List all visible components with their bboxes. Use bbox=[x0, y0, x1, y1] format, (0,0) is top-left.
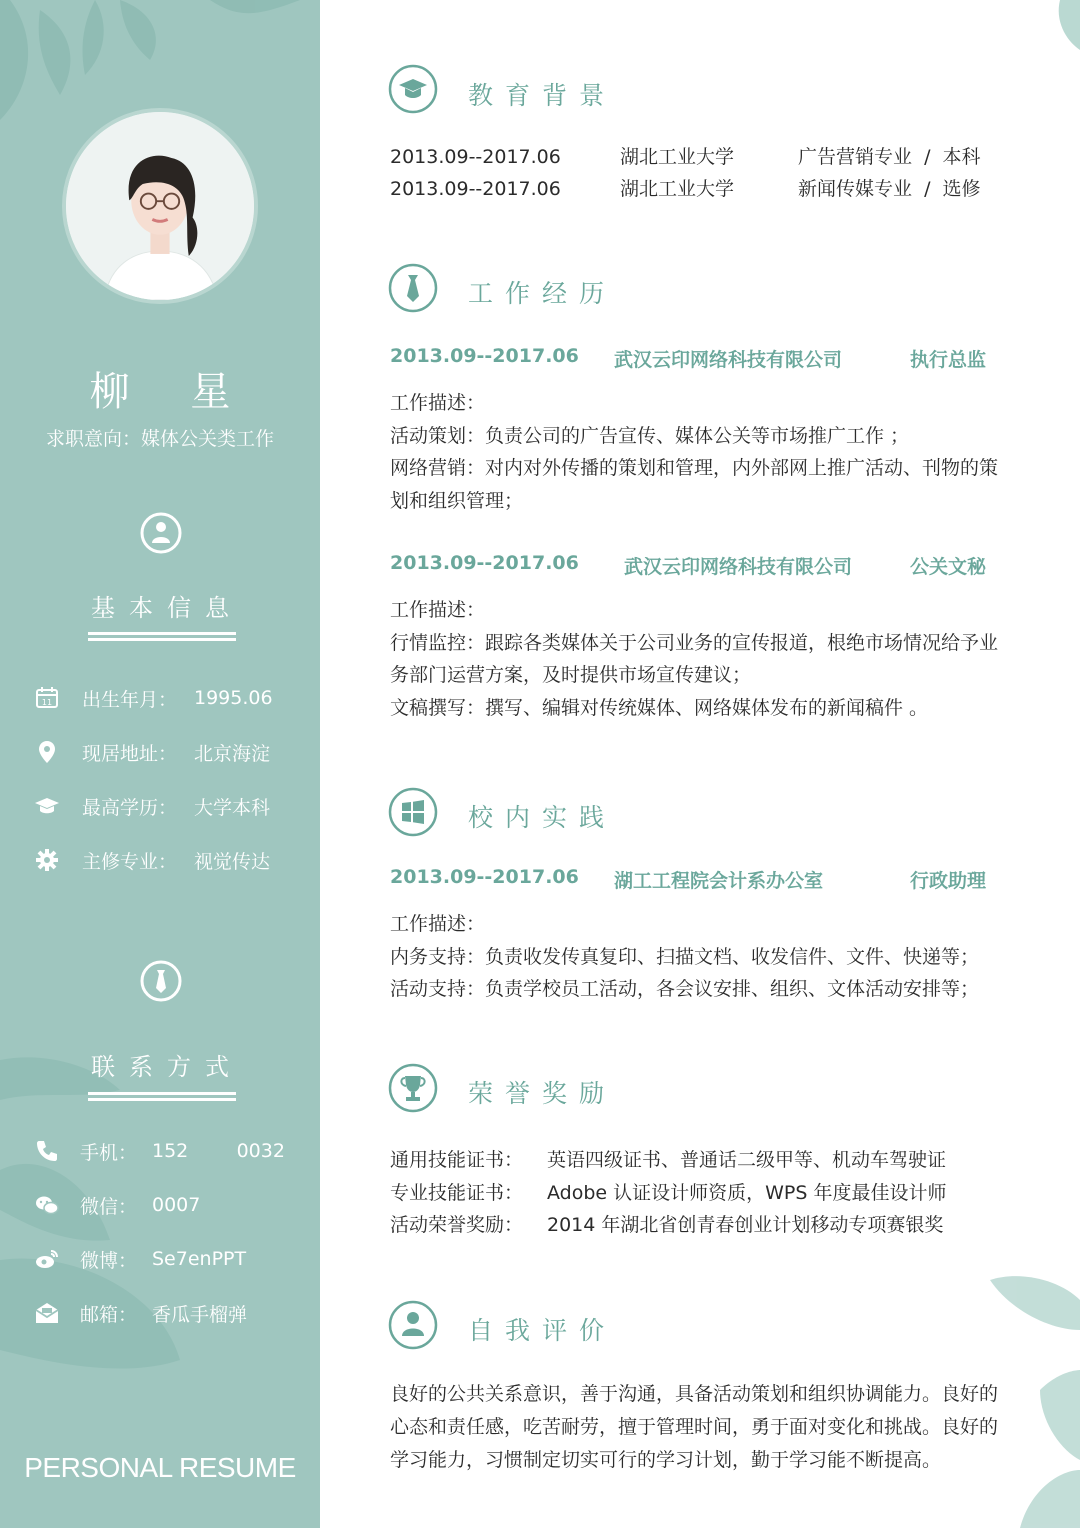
avatar bbox=[62, 108, 258, 304]
info-value: 大学本科 bbox=[194, 796, 271, 819]
user-icon bbox=[140, 512, 182, 554]
contact-row-mail bbox=[34, 1298, 314, 1328]
job-desc-label: 工作描述： bbox=[390, 599, 486, 621]
leaf-decoration-icon bbox=[1040, 0, 1080, 60]
job-role: 执行总监 bbox=[910, 349, 987, 371]
honor-label: 专业技能证书： bbox=[390, 1182, 524, 1204]
honor-label: 活动荣誉奖励： bbox=[390, 1214, 524, 1236]
contact-value: Se7enPPT bbox=[152, 1248, 247, 1270]
info-label: 出生年月： bbox=[82, 688, 178, 711]
job-desc-label: 工作描述： bbox=[390, 392, 486, 414]
job-desc-line: 活动策划：负责公司的广告宣传、媒体公关等市场推广工作 ； bbox=[390, 425, 910, 447]
contact-row-phone bbox=[34, 1136, 314, 1166]
section-title-education: 教育背景 bbox=[468, 81, 617, 110]
job-desc-line: 活动支持：负责学校员工活动，各会议安排、组织、文体活动安排等； bbox=[390, 978, 980, 1000]
sidebar bbox=[0, 0, 320, 1528]
honor-value: Adobe 认证设计师资质，WPS 年度最佳设计师 bbox=[547, 1182, 947, 1204]
basic-info-title: 基本信息 bbox=[91, 594, 243, 622]
section-title-work: 工作经历 bbox=[468, 279, 617, 308]
contact-label: 微信： bbox=[80, 1195, 138, 1218]
contact-value: 香瓜手榴弹 bbox=[152, 1303, 248, 1326]
self-eval-line: 心态和责任感，吃苦耐劳，擅于管理时间，勇于面对变化和挑战。良好的 bbox=[390, 1416, 999, 1438]
edu-major: 广告营销专业 / 本科 bbox=[798, 146, 981, 168]
tie-icon bbox=[388, 263, 438, 313]
weibo-icon bbox=[34, 1246, 60, 1272]
edu-school: 湖北工业大学 bbox=[620, 178, 735, 200]
job-role: 行政助理 bbox=[910, 870, 987, 892]
divider bbox=[88, 1092, 236, 1101]
windows-icon bbox=[388, 787, 438, 837]
phone-icon bbox=[34, 1138, 60, 1164]
info-label: 最高学历： bbox=[82, 796, 178, 819]
info-value: 1995.06 bbox=[194, 687, 273, 709]
contact-row-wechat bbox=[34, 1190, 314, 1220]
section-title-self-eval: 自我评价 bbox=[468, 1316, 617, 1345]
info-row-address bbox=[34, 737, 314, 767]
divider bbox=[88, 632, 236, 641]
job-header bbox=[390, 552, 990, 582]
edu-date: 2013.09--2017.06 bbox=[390, 146, 561, 168]
job-company: 湖工工程院会计系办公室 bbox=[614, 870, 824, 892]
job-desc-label: 工作描述： bbox=[390, 913, 486, 935]
job-objective: 求职意向：媒体公关类工作 bbox=[45, 428, 274, 450]
graduation-cap-icon bbox=[34, 793, 60, 819]
contact-label: 微博： bbox=[80, 1249, 138, 1272]
calendar-icon bbox=[34, 685, 60, 711]
contact-row-weibo bbox=[34, 1244, 314, 1274]
contact-title: 联系方式 bbox=[91, 1053, 243, 1081]
wechat-icon bbox=[34, 1192, 60, 1218]
job-desc-line: 文稿撰写：撰写、编辑对传统媒体、网络媒体发布的新闻稿件 。 bbox=[390, 697, 929, 719]
section-title-campus: 校内实践 bbox=[468, 803, 617, 832]
contact-value: 0007 bbox=[152, 1194, 201, 1216]
trophy-icon bbox=[388, 1063, 438, 1113]
job-header bbox=[390, 345, 990, 375]
job-company: 武汉云印网络科技有限公司 bbox=[624, 556, 853, 578]
honor-label: 通用技能证书： bbox=[390, 1149, 524, 1171]
edu-date: 2013.09--2017.06 bbox=[390, 178, 561, 200]
info-value: 视觉传达 bbox=[194, 850, 271, 873]
job-header bbox=[390, 866, 990, 896]
mail-icon bbox=[34, 1300, 60, 1326]
info-value: 北京海淀 bbox=[194, 742, 271, 765]
leaf-decoration-icon bbox=[0, 1030, 320, 1430]
personal-resume-brand: PERSONAL RESUME bbox=[24, 1452, 296, 1483]
job-desc-line: 划和组织管理； bbox=[390, 490, 524, 512]
location-pin-icon bbox=[34, 739, 60, 765]
info-row-major bbox=[34, 845, 314, 875]
job-desc-line: 行情监控：跟踪各类媒体关于公司业务的宣传报道，根绝市场情况给予业 bbox=[390, 632, 999, 654]
info-label: 主修专业： bbox=[82, 850, 178, 873]
job-date: 2013.09--2017.06 bbox=[390, 866, 579, 888]
honor-value: 英语四级证书、普通话二级甲等、机动车驾驶证 bbox=[547, 1149, 947, 1171]
job-date: 2013.09--2017.06 bbox=[390, 552, 579, 574]
contact-value: 152 0032 bbox=[152, 1140, 285, 1162]
edu-major: 新闻传媒专业 / 选修 bbox=[798, 178, 981, 200]
info-row-education bbox=[34, 791, 314, 821]
job-company: 武汉云印网络科技有限公司 bbox=[614, 349, 843, 371]
job-desc-line: 务部门运营方案，及时提供市场宣传建议； bbox=[390, 664, 752, 686]
job-role: 公关文秘 bbox=[910, 556, 987, 578]
section-title-honors: 荣誉奖励 bbox=[468, 1079, 617, 1108]
job-date: 2013.09--2017.06 bbox=[390, 345, 579, 367]
self-eval-line: 学习能力，习惯制定切实可行的学习计划，勤于学习能不断提高。 bbox=[390, 1449, 942, 1471]
job-desc-line: 网络营销：对内对外传播的策划和管理，内外部网上推广活动、刊物的策 bbox=[390, 457, 999, 479]
svg-text:11: 11 bbox=[41, 698, 53, 707]
candidate-name: 柳 星 bbox=[89, 369, 255, 415]
edu-school: 湖北工业大学 bbox=[620, 146, 735, 168]
self-eval-line: 良好的公共关系意识，善于沟通，具备活动策划和组织协调能力。良好的 bbox=[390, 1383, 999, 1405]
contact-label: 手机： bbox=[80, 1141, 138, 1164]
gear-icon bbox=[34, 847, 60, 873]
contact-label: 邮箱： bbox=[80, 1303, 138, 1326]
job-desc-line: 内务支持：负责收发传真复印、扫描文档、收发信件、文件、快递等； bbox=[390, 946, 980, 968]
info-row-birth bbox=[34, 683, 314, 713]
honor-value: 2014 年湖北省创青春创业计划移动专项赛银奖 bbox=[547, 1214, 944, 1236]
info-label: 现居地址： bbox=[82, 742, 178, 765]
tie-icon bbox=[140, 960, 182, 1002]
graduation-cap-icon bbox=[388, 64, 438, 114]
user-icon bbox=[388, 1300, 438, 1350]
